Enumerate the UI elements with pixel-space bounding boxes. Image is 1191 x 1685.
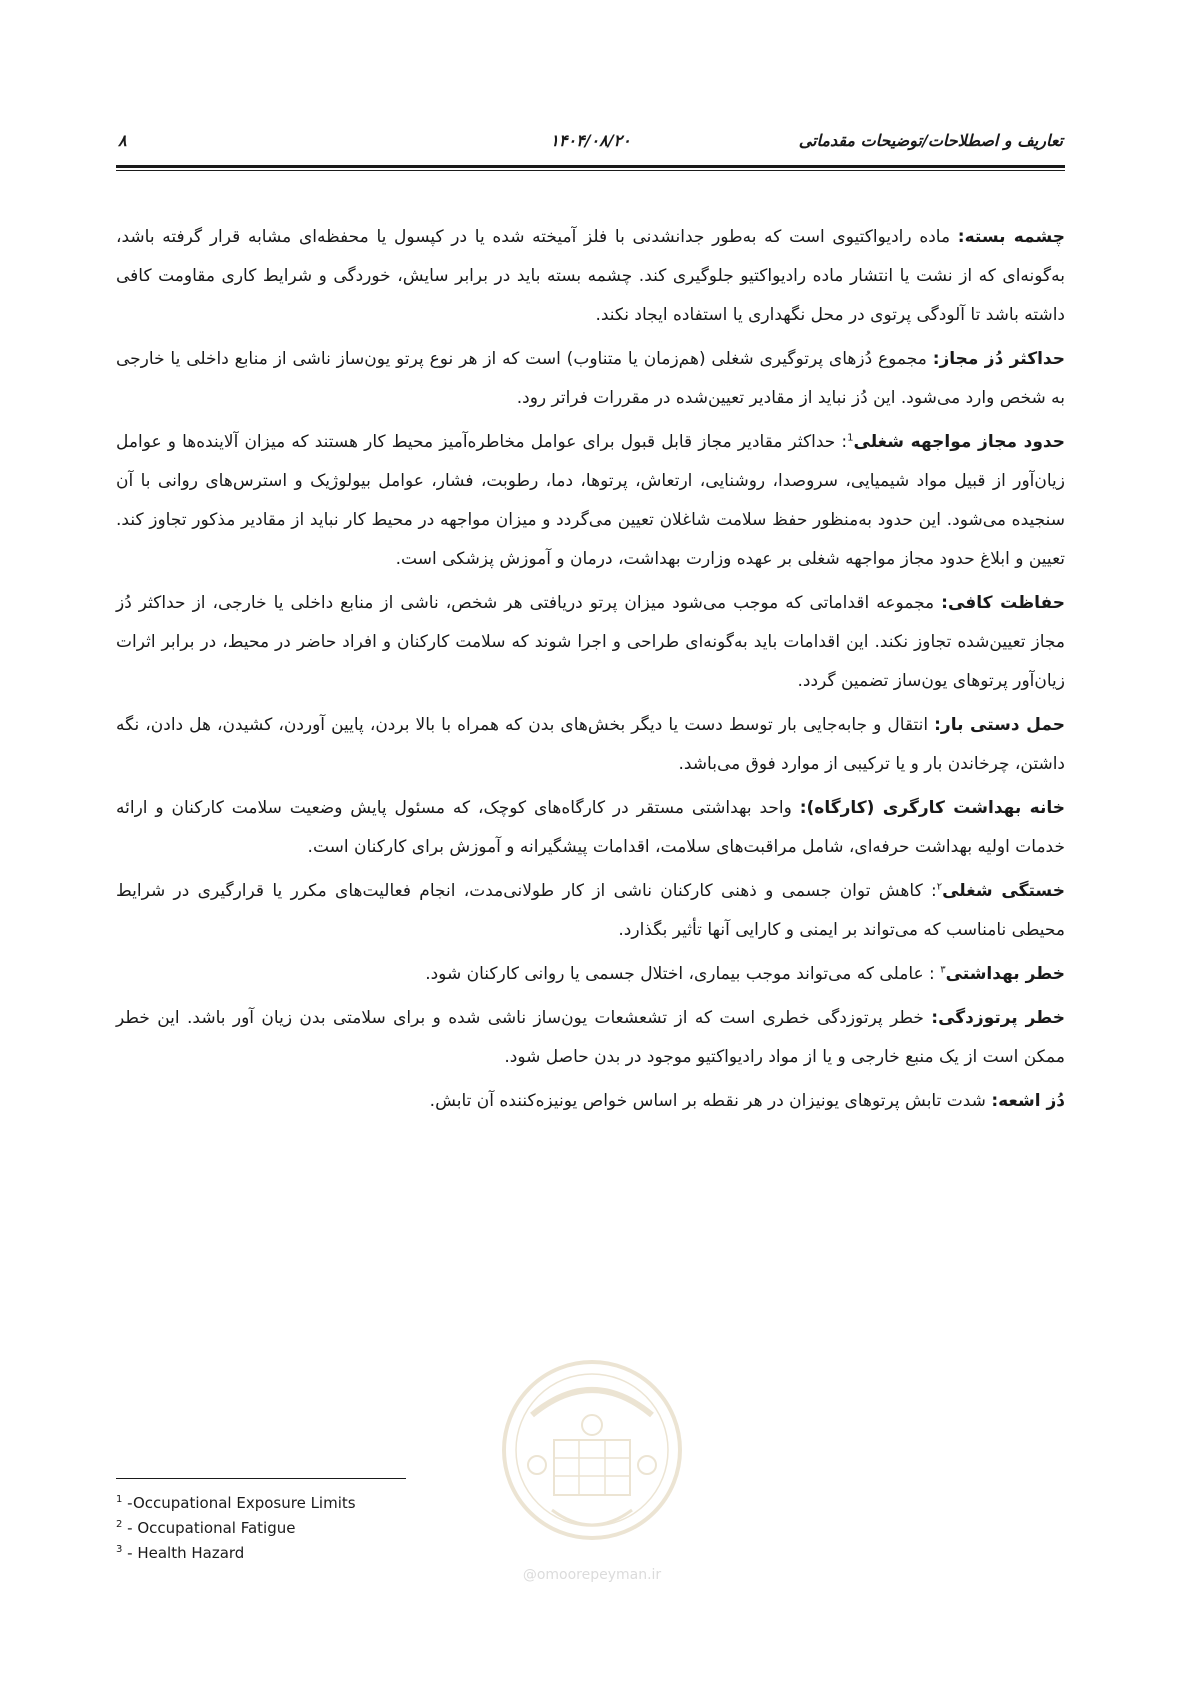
footnote-text: - Occupational Fatigue xyxy=(122,1519,296,1537)
definition-workers-health-house xyxy=(116,789,1065,867)
definition-term: دُز اشعه: xyxy=(991,1091,1065,1111)
footnote-item xyxy=(116,1541,356,1566)
definition-text: انتقال و جابه‌جایی بار توسط دست یا دیگر بخش‌های بدن که همراه با بالا بردن، پایین آوردن، کشیدن، هل دادن، نگه داشتن، چرخاندن بار و یا ترکیبی از موارد فوق می‌باشد. xyxy=(116,715,1065,774)
definition-occupational-fatigue xyxy=(116,872,1065,950)
footnote-number: 1 xyxy=(116,1494,123,1505)
header-title: تعاریف و اصطلاحات/توضیحات مقدماتی xyxy=(798,131,1063,150)
definition-term: چشمه بسته: xyxy=(957,227,1066,247)
footnote-text: - Health Hazard xyxy=(122,1544,245,1562)
footnotes xyxy=(116,1491,356,1566)
footnote-ref[interactable]: ۲ xyxy=(936,881,943,893)
definition-sealed-source xyxy=(116,218,1065,335)
definition-term: حمل دستی بار: xyxy=(934,715,1065,735)
definition-term: خستگی شغلی xyxy=(942,881,1065,901)
definition-adequate-protection xyxy=(116,584,1065,701)
page-number: ۸ xyxy=(118,131,127,150)
definition-text: مجموعه اقداماتی که موجب می‌شود میزان پرتو دریافتی هر شخص، ناشی از منابع داخلی یا خارجی، از حداکثر دُز مجاز تعیین‌شده تجاوز نکند. این اقدامات باید به‌گونه‌ای طراحی و اجرا شوند که سلامت کارکنان و افراد حاضر در محیط، در برابر اثرات زیان‌آور پرتوهای یون‌ساز تضمین گردد. xyxy=(116,593,1065,691)
definition-text: واحد بهداشتی مستقر در کارگاه‌های کوچک، که مسئول پایش وضعیت سلامت کارکنان و ارائه خدمات اولیه بهداشت حرفه‌ای، شامل مراقبت‌های سلامت، اقدامات پیشگیرانه و آموزش برای کارکنان است. xyxy=(116,798,1065,857)
definition-term: خطر بهداشتی xyxy=(945,964,1065,984)
definition-radiation-dose xyxy=(116,1082,1065,1121)
definition-term: خانه بهداشت کارگری (کارگاه): xyxy=(799,798,1065,818)
header-rule-thick xyxy=(116,165,1065,168)
definition-exposure-limits xyxy=(116,423,1065,579)
definition-manual-handling xyxy=(116,706,1065,784)
definition-text: ماده رادیواکتیوی است که به‌طور جدانشدنی با فلز آمیخته شده یا در کپسول یا محفظه‌ای مشابه قرار گرفته باشد، به‌گونه‌ای که از نشت یا انتشار ماده رادیواکتیو جلوگیری کند. چشمه بسته باید در برابر سایش، خوردگی و شرایط کاری مقاومت کافی داشته باشد تا آلودگی پرتوی در محل نگهداری یا استفاده ایجاد نکند. xyxy=(116,227,1065,325)
definition-term: حداکثر دُز مجاز: xyxy=(932,349,1065,369)
definition-text: مجموع دُزهای پرتوگیری شغلی (هم‌زمان یا متناوب) است که از هر نوع پرتو یون‌ساز ناشی از منابع داخلی یا خارجی به شخص وارد می‌شود. این دُز نباید از مقادیر تعیین‌شده در مقررات فراتر رود. xyxy=(116,349,1065,408)
footnote-item xyxy=(116,1516,356,1541)
footnote-number: 2 xyxy=(116,1519,123,1530)
footnote-ref[interactable]: ۳ xyxy=(940,964,946,976)
footnote-number: 3 xyxy=(116,1544,123,1555)
definition-text: : کاهش توان جسمی و ذهنی کارکنان ناشی از کار طولانی‌مدت، انجام فعالیت‌های مکرر یا قرارگیری در شرایط محیطی نامناسب که می‌تواند بر ایمنی و کارایی آنها تأثیر بگذارد. xyxy=(116,881,1065,940)
definitions-body xyxy=(116,218,1065,1126)
header-date: ۱۴۰۴/۰۸/۲۰ xyxy=(550,131,631,150)
definition-term: حدود مجاز مواجهه شغلی xyxy=(853,432,1066,452)
page-header xyxy=(118,131,1063,159)
definition-text: : حداکثر مقادیر مجاز قابل قبول برای عوامل مخاطره‌آمیز محیط کار هستند که میزان آلاینده‌ها و عوامل زیان‌آور از قبیل مواد شیمیایی، سروصدا، روشنایی، ارتعاش، پرتوها، دما، رطوبت، فشار، عوامل بیولوژیک و استرس‌های روانی با آن سنجیده می‌شود. این حدود به‌منظور حفظ سلامت شاغلان تعیین می‌گردد و میزان مواجهه در محیط کار نباید از مقادیر مذکور تجاوز کند. تعیین و ابلاغ حدود مجاز مواجهه شغلی بر عهده وزارت بهداشت، درمان و آموزش پزشکی است. xyxy=(116,432,1065,569)
definition-text: خطر پرتوزدگی خطری است که از تشعشعات یون‌ساز ناشی شده و برای سلامتی بدن زیان آور باشد. این خطر ممکن است از یک منبع خارجی و یا از مواد رادیواکتیو موجود در بدن حاصل شود. xyxy=(116,1008,1065,1067)
definition-term: خطر پرتوزدگی: xyxy=(931,1008,1065,1028)
footnote-ref[interactable]: 1 xyxy=(847,432,854,444)
definition-max-dose xyxy=(116,340,1065,418)
footnote-separator xyxy=(116,1478,406,1479)
definition-health-hazard xyxy=(116,955,1065,994)
header-rule-thin xyxy=(116,170,1065,171)
watermark-logo xyxy=(492,1345,692,1590)
definition-text: شدت تابش پرتوهای یونیزان در هر نقطه بر اساس خواص یونیزه‌کننده آن تابش. xyxy=(429,1091,992,1111)
watermark-site: @omoorepeyman.ir xyxy=(522,1567,662,1583)
definition-radiation-hazard xyxy=(116,999,1065,1077)
watermark-emblem-icon xyxy=(492,1345,692,1560)
footnote-item xyxy=(116,1491,356,1516)
definition-term: حفاظت کافی: xyxy=(941,593,1065,613)
definition-text: : عاملی که می‌تواند موجب بیماری، اختلال جسمی یا روانی کارکنان شود. xyxy=(425,964,941,984)
footnote-text: -Occupational Exposure Limits xyxy=(122,1494,356,1512)
